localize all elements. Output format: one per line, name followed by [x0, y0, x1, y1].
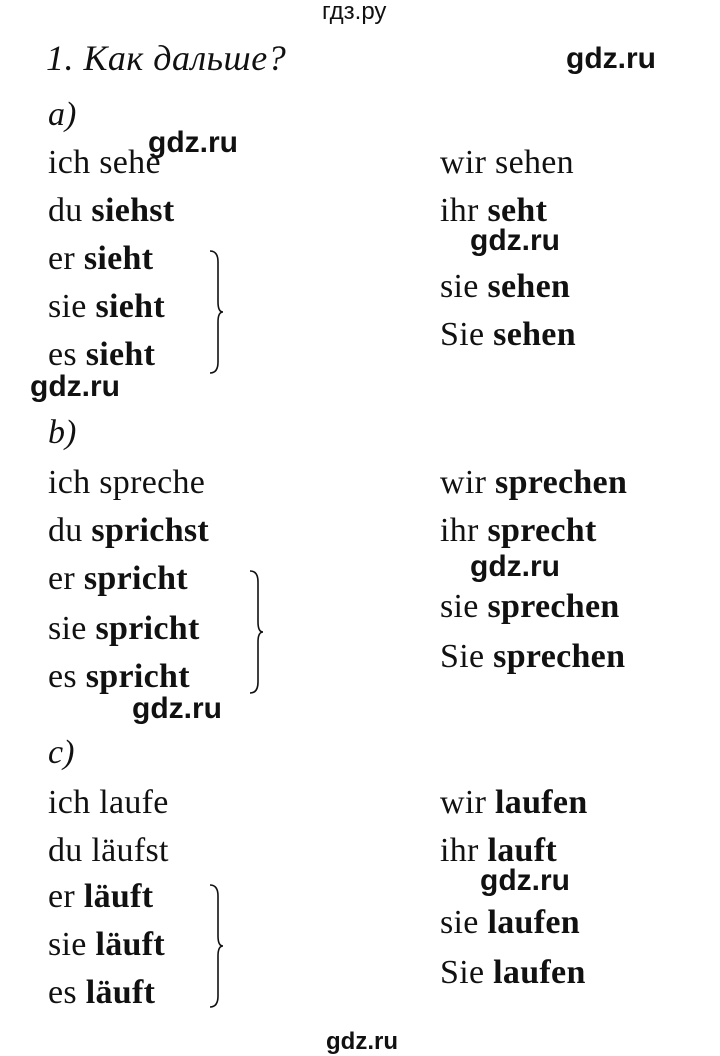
conjugation-row — [48, 466, 205, 500]
watermark: gdz.ru — [30, 370, 120, 403]
verb-form: laufen — [493, 954, 586, 991]
verb-form: läuft — [85, 974, 156, 1011]
verb-form: seht — [487, 192, 548, 229]
verb-form: sehen — [493, 316, 576, 353]
verb-form: sprichst — [91, 512, 210, 549]
conjugation-row — [48, 514, 209, 548]
pronoun: ich — [48, 464, 91, 501]
conjugation-row — [48, 562, 188, 596]
conjugation-row — [48, 290, 165, 324]
verb-form: sprechen — [487, 588, 620, 625]
pronoun: du — [48, 192, 83, 229]
pronoun: du — [48, 512, 83, 549]
conjugation-row — [440, 956, 586, 990]
verb-form: spreche — [99, 464, 206, 501]
verb-form: läuft — [95, 926, 165, 963]
verb-form: spricht — [95, 610, 200, 647]
conjugation-row — [48, 194, 174, 228]
pronoun: er — [48, 240, 76, 277]
verb-form: laufen — [487, 904, 580, 941]
conjugation-row — [440, 194, 547, 228]
conjugation-row — [48, 928, 165, 962]
verb-form: sehen — [487, 268, 571, 305]
pronoun: ich — [48, 144, 91, 181]
pronoun: wir — [440, 784, 487, 821]
pronoun: sie — [48, 610, 87, 647]
verb-form: sieht — [83, 240, 154, 277]
conjugation-row — [48, 834, 169, 868]
verb-form: siehst — [91, 192, 175, 229]
pronoun: es — [48, 974, 77, 1011]
conjugation-row — [440, 514, 597, 548]
verb-form: laufen — [495, 784, 588, 821]
brace-b — [248, 570, 264, 694]
pronoun: sie — [48, 288, 87, 325]
conjugation-row — [440, 270, 570, 304]
watermark: gdz.ru — [480, 864, 570, 897]
conjugation-row — [48, 612, 200, 646]
pronoun: sie — [440, 268, 479, 305]
brace-a — [208, 250, 224, 374]
verb-form: läufst — [91, 832, 169, 869]
section-label-c: c) — [48, 734, 75, 771]
pronoun: sie — [48, 926, 87, 963]
watermark: gdz.ru — [148, 126, 238, 159]
verb-form: sehe — [99, 144, 161, 181]
conjugation-row — [440, 834, 557, 868]
conjugation-row — [48, 786, 169, 820]
conjugation-row — [48, 242, 153, 276]
verb-form: sieht — [95, 288, 165, 325]
conjugation-row — [48, 880, 153, 914]
watermark: gdz.ru — [132, 692, 222, 725]
pronoun: du — [48, 832, 83, 869]
watermark: gdz.ru — [470, 550, 560, 583]
exercise-title: 1. Как дальше? — [46, 38, 287, 78]
pronoun: ihr — [440, 512, 479, 549]
conjugation-row — [440, 640, 625, 674]
section-label-a: a) — [48, 96, 77, 133]
conjugation-row — [440, 146, 574, 180]
brace-c — [208, 884, 224, 1008]
pronoun: Sie — [440, 316, 485, 353]
conjugation-row — [48, 146, 161, 180]
pronoun: Sie — [440, 638, 485, 675]
verb-form: spricht — [83, 560, 188, 597]
conjugation-row — [440, 590, 620, 624]
conjugation-row — [440, 318, 576, 352]
pronoun: wir — [440, 464, 487, 501]
conjugation-row — [440, 786, 588, 820]
verb-form: spricht — [85, 658, 190, 695]
conjugation-row — [440, 906, 580, 940]
pronoun: es — [48, 658, 77, 695]
watermark: gdz.ru — [470, 224, 560, 257]
pronoun: es — [48, 336, 77, 373]
conjugation-row — [48, 338, 155, 372]
pronoun: sie — [440, 904, 479, 941]
verb-form: sieht — [85, 336, 156, 373]
pronoun: ich — [48, 784, 91, 821]
conjugation-row — [440, 466, 627, 500]
verb-form: laufe — [99, 784, 169, 821]
pronoun: er — [48, 560, 76, 597]
verb-form: sprechen — [495, 464, 628, 501]
verb-form: läuft — [83, 878, 154, 915]
watermark-bottom: gdz.ru — [326, 1028, 398, 1055]
conjugation-row — [48, 976, 155, 1010]
verb-form: sprecht — [487, 512, 597, 549]
verb-form: sehen — [495, 144, 574, 181]
pronoun: sie — [440, 588, 479, 625]
verb-form: sprechen — [493, 638, 626, 675]
pronoun: er — [48, 878, 76, 915]
conjugation-row — [48, 660, 190, 694]
pronoun: ihr — [440, 832, 479, 869]
pronoun: ihr — [440, 192, 479, 229]
pronoun: Sie — [440, 954, 485, 991]
watermark: gdz.ru — [566, 42, 656, 75]
pronoun: wir — [440, 144, 487, 181]
watermark-top: гдз.ру — [322, 0, 387, 25]
verb-form: lauft — [487, 832, 557, 869]
section-label-b: b) — [48, 414, 77, 451]
